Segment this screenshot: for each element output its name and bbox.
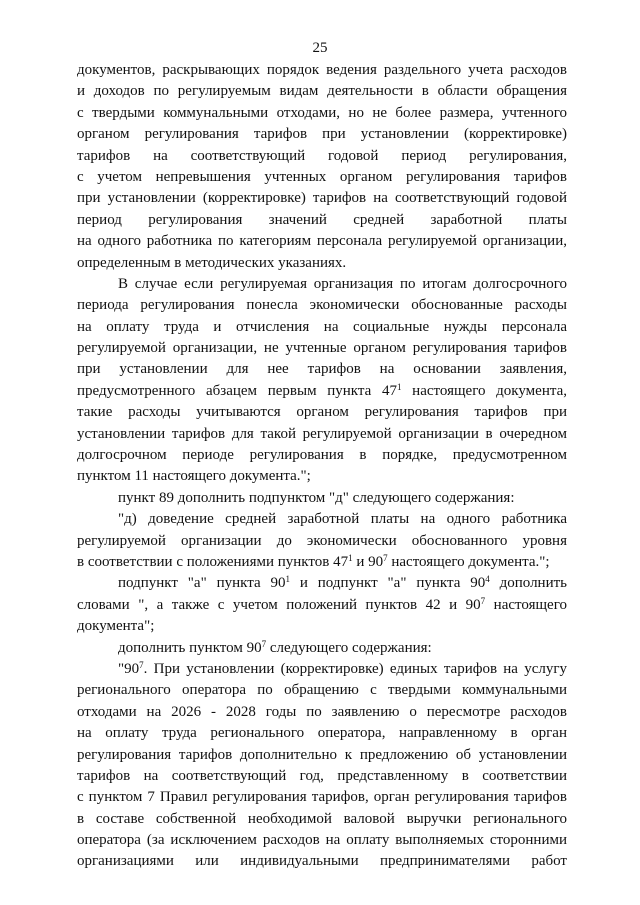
text-line xyxy=(77,124,567,145)
text-line xyxy=(77,81,567,102)
text-segment: пунктом 11 настоящего документа."; xyxy=(77,468,311,485)
text-segment: пункт 89 дополнить подпунктом "д" следующего содержания: xyxy=(118,489,515,506)
text-line xyxy=(77,381,567,402)
text-line xyxy=(77,766,567,787)
text-segment: дополнить пунктом 90 xyxy=(118,639,262,656)
text-segment: документа"; xyxy=(77,618,155,635)
text-segment: словами ", а также с учетом положений пунктов 42 и 90 xyxy=(77,596,481,613)
text-segment: с пунктом 7 Правил регулирования тарифов, орган регулирования тарифов xyxy=(77,789,567,806)
text-segment: настоящего документа, xyxy=(401,382,567,399)
text-line xyxy=(77,188,567,209)
text-line xyxy=(77,509,567,530)
text-line xyxy=(77,809,567,830)
text-segment: определенным в методических указаниях. xyxy=(77,254,347,271)
text-line xyxy=(77,702,567,723)
superscript: 7 xyxy=(383,552,388,563)
text-line xyxy=(77,317,567,338)
text-line xyxy=(77,531,567,552)
superscript: 7 xyxy=(480,595,486,606)
text-line xyxy=(77,573,567,594)
text-line xyxy=(77,638,567,659)
text-line xyxy=(77,338,567,359)
text-segment: дополнить xyxy=(489,575,567,592)
text-segment: подпункт "а" пункта 90 xyxy=(118,575,286,592)
text-line xyxy=(77,466,567,487)
text-segment: при установлении (корректировке) тарифов на соответствующий годовой xyxy=(77,190,567,207)
text-segment: с твердыми коммунальными отходами, но не более размера, учтенного xyxy=(77,104,567,121)
text-segment: регулируемой организации до экономически обоснованного уровня xyxy=(77,532,567,549)
superscript: 7 xyxy=(261,638,267,649)
text-line xyxy=(77,146,567,167)
text-segment: органом регулирования тарифов при установлении (корректировке) xyxy=(77,126,567,143)
text-line xyxy=(77,359,567,380)
text-segment: тарифов на соответствующий годовой период регулирования, xyxy=(77,147,567,164)
text-segment: и доходов по регулируемым видам деятельности в области обращения xyxy=(77,83,567,100)
superscript: 1 xyxy=(396,381,402,392)
text-segment: на оплату труда регионального оператора, направленному в орган xyxy=(77,725,567,742)
text-line xyxy=(77,851,567,872)
text-segment: в составе собственной необходимой валовой выручки регионального xyxy=(77,810,567,827)
text-line xyxy=(77,552,567,573)
text-segment: и подпункт "а" пункта 90 xyxy=(289,575,486,592)
text-line xyxy=(77,659,567,680)
text-segment: период регулирования значений средней заработной платы xyxy=(77,211,567,228)
text-line xyxy=(77,616,567,637)
text-segment: на оплату труда и отчисления на социальные нужды персонала xyxy=(77,318,567,335)
text-segment: с учетом непревышения учтенных органом регулирования тарифов xyxy=(77,168,567,185)
text-line xyxy=(77,830,567,851)
text-line xyxy=(77,402,567,423)
text-segment: предусмотренного абзацем первым пункта 47 xyxy=(77,382,397,399)
text-line xyxy=(77,680,567,701)
text-line xyxy=(77,787,567,808)
text-segment: регулируемой организации, не учтенные органом регулирования тарифов xyxy=(77,340,567,357)
text-line xyxy=(77,595,567,616)
text-line xyxy=(77,723,567,744)
superscript: 1 xyxy=(348,552,353,563)
text-segment: и 90 xyxy=(352,553,384,570)
text-segment: документов, раскрывающих порядок ведения раздельного учета расходов xyxy=(77,62,567,78)
text-line xyxy=(77,167,567,188)
text-segment: установлении тарифов для такой регулируемой организации в очередном xyxy=(77,425,567,442)
text-line xyxy=(77,745,567,766)
text-segment: настоящего документа."; xyxy=(387,553,550,570)
superscript: 7 xyxy=(139,659,144,670)
text-line xyxy=(77,274,567,295)
text-segment: долгосрочном периоде регулирования в порядке, предусмотренном xyxy=(77,447,567,464)
text-line xyxy=(77,424,567,445)
text-segment: следующего содержания: xyxy=(266,639,432,656)
text-segment: в соответствии с положениями пунктов 47 xyxy=(77,553,349,570)
text-line xyxy=(77,253,567,274)
text-segment: В случае если регулируемая организация по итогам долгосрочного xyxy=(118,275,567,292)
text-line xyxy=(77,103,567,124)
text-segment: регионального оператора по обращению с твердыми коммунальными xyxy=(77,682,567,699)
text-line xyxy=(77,295,567,316)
text-segment: "д) доведение средней заработной платы на одного работника xyxy=(118,511,567,528)
text-segment: оператора (за исключением расходов на оплату выполняемых сторонними xyxy=(77,832,567,849)
text-segment: настоящего xyxy=(485,596,567,613)
superscript: 1 xyxy=(285,574,290,585)
text-segment: на одного работника по категориям персонала регулируемой организации, xyxy=(77,233,567,250)
text-line xyxy=(77,60,567,81)
text-line xyxy=(77,445,567,466)
text-segment: организациями или индивидуальными предпринимателями работ xyxy=(77,853,567,870)
superscript: 4 xyxy=(485,574,490,585)
document-body xyxy=(77,60,567,873)
text-segment: отходами на 2026 - 2028 годы по заявлению о пересмотре расходов xyxy=(77,703,567,720)
text-segment: периода регулирования понесла экономически обоснованные расходы xyxy=(77,297,567,314)
text-segment: "90 xyxy=(118,660,140,677)
text-segment: тарифов на соответствующий год, представленному в соответствии xyxy=(77,767,567,784)
page-number: 25 xyxy=(312,40,328,56)
text-segment: регулирования тарифов дополнительно к предложению об установлении xyxy=(77,746,567,763)
text-segment: при установлении для нее тарифов на основании заявления, xyxy=(77,361,567,378)
text-segment: . При установлении (корректировке) единых тарифов на услугу xyxy=(143,660,567,677)
text-segment: такие расходы учитываются органом регулирования тарифов при xyxy=(77,404,567,421)
text-line xyxy=(77,231,567,252)
text-line xyxy=(77,488,567,509)
text-line xyxy=(77,210,567,231)
